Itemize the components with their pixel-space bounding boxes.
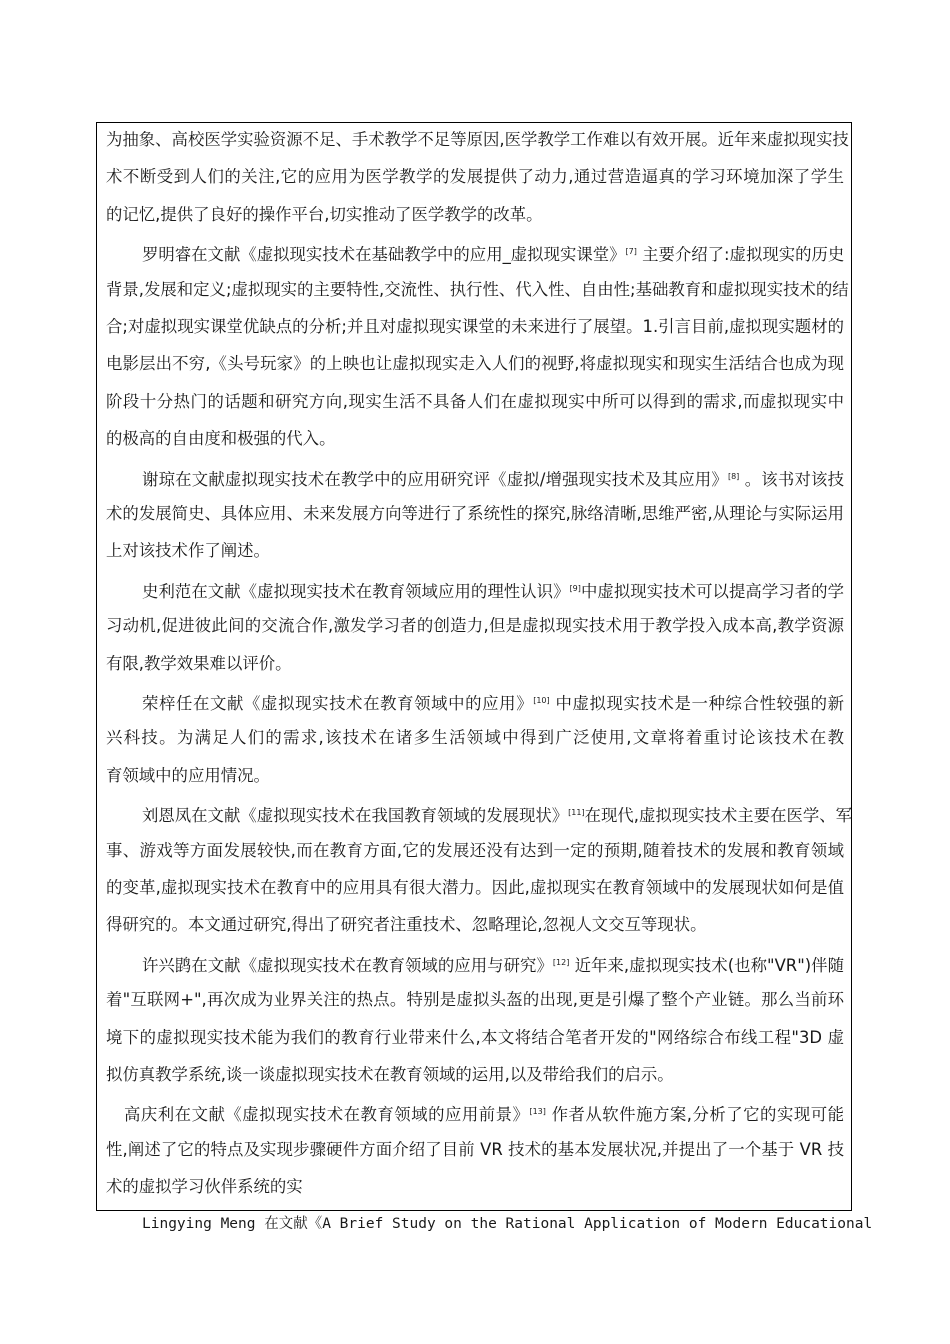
line-text: 的变革,虚拟现实技术在教育中的应用具有很大潜力。因此,虚拟现实在教育领域中的发展现状如何是值 — [106, 878, 844, 897]
line-text: 得研究的。本文通过研究,得出了研究者注重技术、忽略理论,忽视人文交互等现状。 — [106, 915, 707, 935]
text-line — [106, 158, 844, 195]
text-line — [106, 1056, 844, 1093]
text-line — [106, 271, 849, 308]
line-text-tail: 主要介绍了:虚拟现实的历史 — [636, 245, 845, 265]
line-text: 为抽象、高校医学实验资源不足、手术教学不足等原因,医学教学工作难以有效开展。近年来虚拟现实技 — [106, 130, 849, 149]
text-line — [106, 906, 844, 943]
text-line — [106, 719, 844, 756]
line-text: 阶段十分热门的话题和研究方向,现实生活不具备人们在虚拟现实中所可以得到的需求,而虚拟现实中 — [106, 391, 844, 411]
line-text-tail: 。该书对该技 — [739, 469, 844, 489]
text-line — [106, 570, 844, 607]
text-line — [106, 532, 844, 569]
line-text: 荣梓任在文献《虚拟现实技术在教育领域中的应用》 — [142, 694, 534, 713]
citation-marker: [9] — [569, 583, 581, 593]
text-line — [106, 757, 844, 794]
text-line — [106, 458, 844, 495]
line-text: 上对该技术作了阐述。 — [106, 541, 270, 561]
text-line — [106, 1168, 844, 1205]
line-text: 术的发展简史、具体应用、未来发展方向等进行了系统性的探究,脉络清晰,思维严密,从理论与实际运用 — [106, 504, 844, 523]
text-line — [106, 645, 844, 682]
text-line — [106, 196, 844, 233]
line-text: 术不断受到人们的关注,它的应用为医学教学的发展提供了动力,通过营造逼真的学习环境加深了学生 — [106, 167, 844, 187]
citation-marker: [8] — [727, 471, 740, 481]
text-line — [106, 345, 844, 382]
line-text: 着"互联网+",再次成为业界关注的热点。特别是虚拟头盔的出现,更是引爆了整个产业链。那么当前环 — [106, 990, 844, 1010]
line-text: 高庆利在文献《虚拟现实技术在教育领域的应用前景》 — [124, 1105, 530, 1125]
line-text: 兴科技。为满足人们的需求,该技术在诸多生活领域中得到广泛使用,文章将着重讨论该技术在教 — [106, 728, 844, 748]
line-text: 电影层出不穷,《头号玩家》的上映也让虚拟现实走入人们的视野,将虚拟现实和现实生活结合也成为现 — [106, 354, 844, 374]
text-line — [106, 944, 844, 981]
line-text: 谢琼在文献虚拟现实技术在教学中的应用研究评《虚拟/增强现实技术及其应用》 — [142, 469, 728, 489]
text-line — [106, 308, 844, 345]
text-line — [106, 1131, 844, 1168]
line-text: Lingying Meng 在文献《A Brief Study on the Rational Application of Modern Educational — [142, 1215, 873, 1232]
text-line — [106, 794, 853, 831]
text-line — [106, 1206, 873, 1243]
line-text: 背景,发展和定义;虚拟现实的主要特性,交流性、执行性、代入性、自由性;基础教育和虚拟现实技术的结 — [106, 279, 849, 299]
text-line — [106, 1093, 844, 1130]
line-text: 性,阐述了它的特点及实现步骤硬件方面介绍了目前 VR 技术的基本发展状况,并提出了一个基于 VR 技 — [106, 1139, 844, 1159]
text-line — [106, 607, 844, 644]
text-line — [106, 981, 844, 1018]
text-line — [106, 121, 849, 158]
line-text: 育领域中的应用情况。 — [106, 765, 270, 785]
text-line — [106, 1019, 844, 1056]
line-text: 刘恩凤在文献《虚拟现实技术在我国教育领域的发展现状》 — [142, 806, 569, 826]
text-line — [106, 832, 844, 869]
text-line — [106, 233, 844, 270]
text-line — [106, 682, 844, 719]
citation-marker: [10] — [533, 696, 550, 705]
line-text-tail: 中虚拟现实技术是一种综合性较强的新 — [549, 694, 845, 713]
line-text: 境下的虚拟现实技术能为我们的教育行业带来什么,本文将结合笔者开发的"网络综合布线工程"3D 虚 — [106, 1027, 844, 1047]
line-text: 的极高的自由度和极强的代入。 — [106, 429, 336, 449]
line-text-tail: 中虚拟现实技术可以提高学习者的学 — [580, 581, 845, 601]
line-text: 术的虚拟学习伙伴系统的实 — [106, 1177, 303, 1197]
line-text: 许兴鹍在文献《虚拟现实技术在教育领域的应用与研究》 — [142, 955, 553, 975]
line-text: 有限,教学效果难以评价。 — [106, 653, 292, 673]
citation-marker: [13] — [529, 1107, 546, 1117]
text-line — [106, 495, 844, 532]
text-line — [106, 869, 844, 906]
text-line — [106, 383, 844, 420]
line-text-tail: 作者从软件施方案,分析了它的实现可能 — [545, 1105, 845, 1125]
citation-marker: [11] — [568, 808, 585, 818]
line-text-tail: 近年来,虚拟现实技术(也称"VR")伴随 — [569, 955, 844, 975]
line-text: 拟仿真教学系统,谈一谈虚拟现实技术在教育领域的运用,以及带给我们的启示。 — [106, 1065, 674, 1084]
line-text: 罗明睿在文献《虚拟现实技术在基础教学中的应用_虚拟现实课堂》 — [142, 245, 626, 265]
line-text-tail: 在现代,虚拟现实技术主要在医学、军 — [584, 806, 853, 826]
line-text: 史利范在文献《虚拟现实技术在教育领域应用的理性认识》 — [142, 581, 570, 601]
line-text: 事、游戏等方面发展较快,而在教育方面,它的发展还没有达到一定的预期,随着技术的发展和教育领域 — [106, 840, 844, 860]
citation-marker: [12] — [552, 957, 570, 967]
line-text: 习动机,促进彼此间的交流合作,激发学习者的创造力,但是虚拟现实技术用于教学投入成本高,教学资源 — [106, 616, 844, 636]
line-text: 的记忆,提供了良好的操作平台,切实推动了医学教学的改革。 — [106, 204, 543, 224]
text-line — [106, 420, 844, 457]
citation-marker: [7] — [625, 247, 637, 257]
line-text: 合;对虚拟现实课堂优缺点的分析;并且对虚拟现实课堂的未来进行了展望。1.引言目前,虚拟现实题材的 — [106, 317, 844, 336]
